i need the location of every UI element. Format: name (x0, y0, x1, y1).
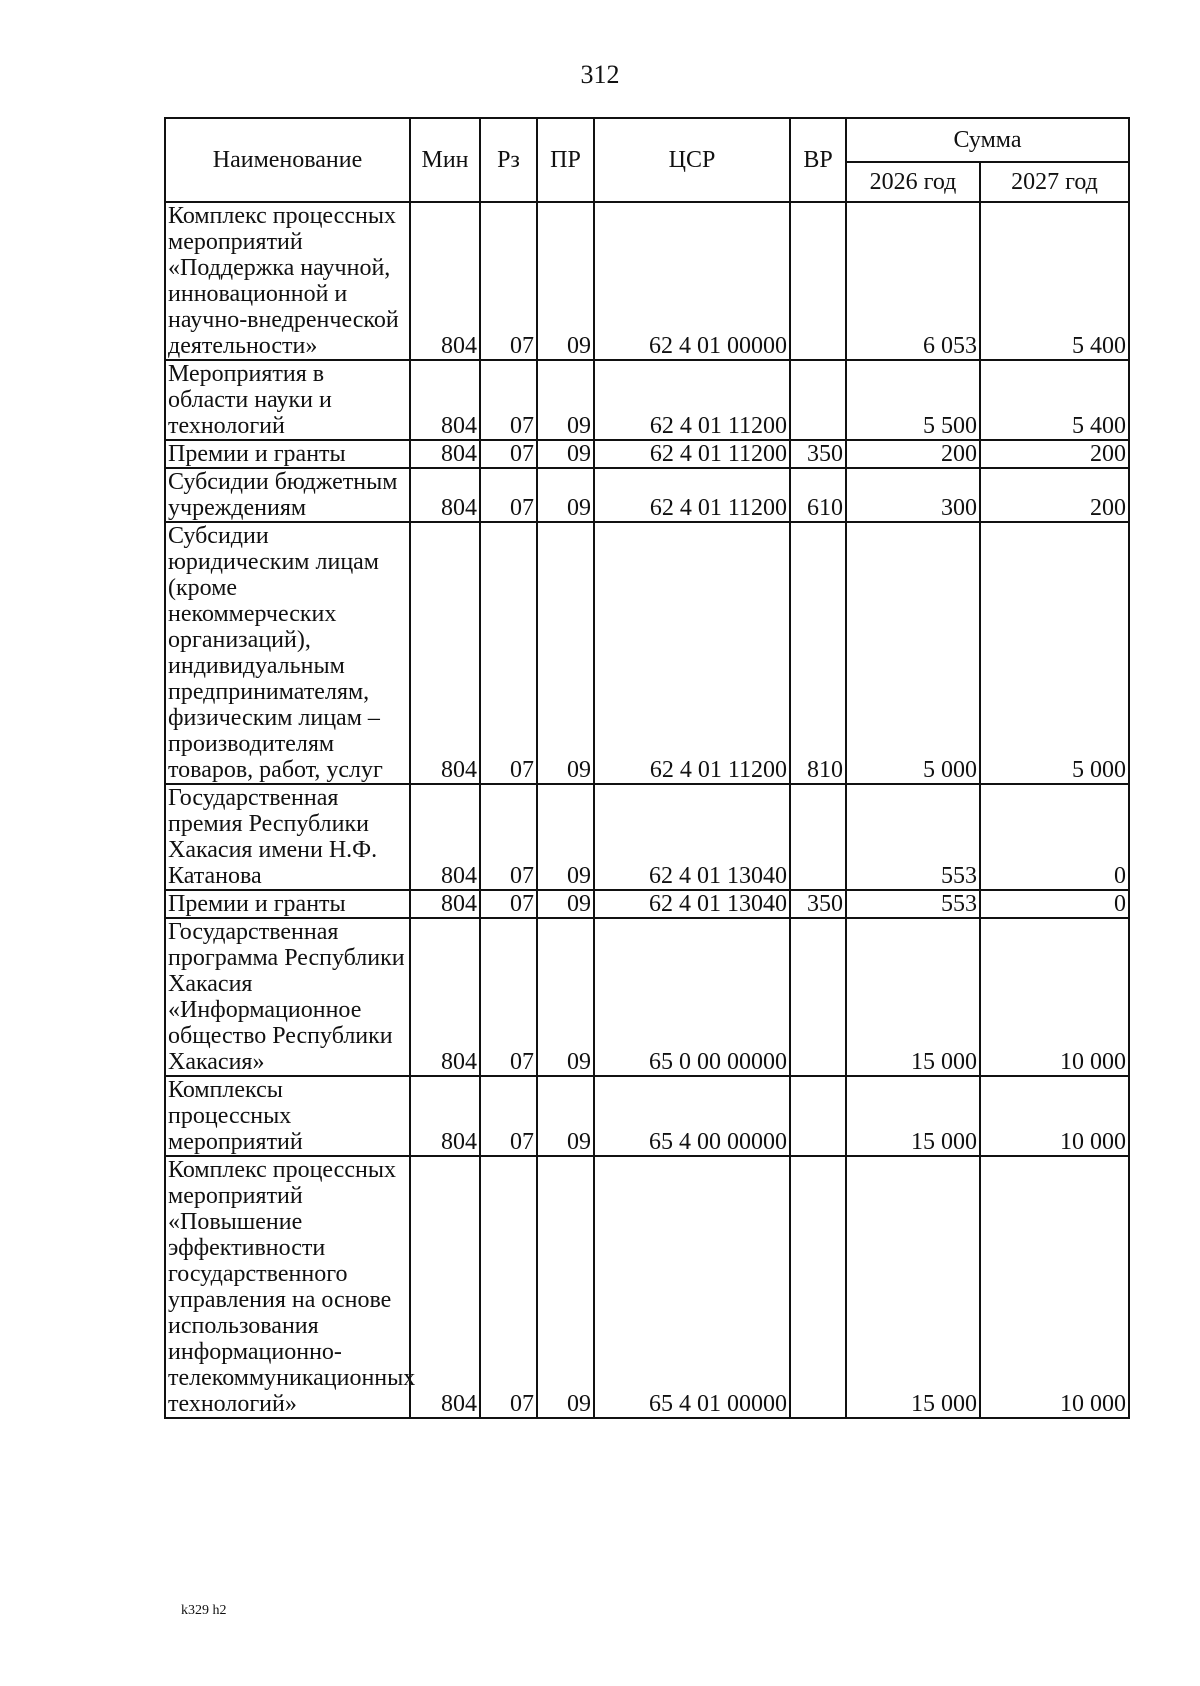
cell-vr: 350 (790, 440, 846, 468)
cell-pr: 09 (537, 1076, 594, 1156)
cell-rz: 07 (480, 522, 537, 784)
cell-name: Премии и гранты (165, 440, 410, 468)
table-row (165, 522, 1129, 784)
cell-rz: 07 (480, 918, 537, 1076)
cell-2026: 553 (846, 890, 980, 918)
cell-name: Субсидии юридическим лицам (кроме некоммерческих организаций), индивидуальным предпринимателям, физическим лицам – производителям товаров, работ, услуг (165, 522, 410, 784)
cell-2026: 200 (846, 440, 980, 468)
cell-2027: 0 (980, 890, 1129, 918)
cell-name: Комплекс процессных мероприятий «Повышение эффективности государственного управления на основе использования информационно-телекоммуникационных технологий» (165, 1156, 410, 1418)
cell-vr: 350 (790, 890, 846, 918)
header-pr: ПР (537, 118, 594, 202)
cell-rz: 07 (480, 468, 537, 522)
header-vr: ВР (790, 118, 846, 202)
table-row (165, 1076, 1129, 1156)
cell-csr: 65 4 00 00000 (594, 1076, 790, 1156)
header-rz: Рз (480, 118, 537, 202)
table-row (165, 440, 1129, 468)
cell-min: 804 (410, 440, 480, 468)
cell-min: 804 (410, 468, 480, 522)
cell-pr: 09 (537, 918, 594, 1076)
cell-2026: 15 000 (846, 1156, 980, 1418)
cell-vr (790, 918, 846, 1076)
cell-2026: 15 000 (846, 1076, 980, 1156)
cell-csr: 62 4 01 11200 (594, 468, 790, 522)
cell-min: 804 (410, 918, 480, 1076)
cell-rz: 07 (480, 440, 537, 468)
header-year-2027: 2027 год (980, 162, 1129, 202)
cell-rz: 07 (480, 202, 537, 360)
cell-2027: 200 (980, 468, 1129, 522)
cell-csr: 62 4 01 13040 (594, 890, 790, 918)
cell-csr: 65 0 00 00000 (594, 918, 790, 1076)
cell-name: Премии и гранты (165, 890, 410, 918)
cell-2027: 0 (980, 784, 1129, 890)
budget-table (164, 117, 1130, 1419)
cell-name: Мероприятия в области науки и технологий (165, 360, 410, 440)
cell-vr (790, 1156, 846, 1418)
cell-csr: 62 4 01 00000 (594, 202, 790, 360)
cell-min: 804 (410, 890, 480, 918)
cell-2027: 10 000 (980, 1156, 1129, 1418)
cell-csr: 62 4 01 11200 (594, 360, 790, 440)
cell-rz: 07 (480, 890, 537, 918)
cell-pr: 09 (537, 440, 594, 468)
cell-name: Государственная программа Республики Хакасия «Информационное общество Республики Хакасия» (165, 918, 410, 1076)
page-number: 312 (580, 60, 620, 89)
cell-min: 804 (410, 360, 480, 440)
header-min: Мин (410, 118, 480, 202)
table-row (165, 468, 1129, 522)
cell-2027: 5 400 (980, 360, 1129, 440)
cell-pr: 09 (537, 784, 594, 890)
table-row (165, 360, 1129, 440)
cell-min: 804 (410, 522, 480, 784)
header-name: Наименование (165, 118, 410, 202)
cell-vr (790, 1076, 846, 1156)
cell-rz: 07 (480, 1156, 537, 1418)
cell-min: 804 (410, 1076, 480, 1156)
cell-pr: 09 (537, 468, 594, 522)
cell-2027: 10 000 (980, 918, 1129, 1076)
cell-name: Комплекс процессных мероприятий «Поддержка научной, инновационной и научно-внедренческой деятельности» (165, 202, 410, 360)
cell-vr: 610 (790, 468, 846, 522)
cell-2026: 15 000 (846, 918, 980, 1076)
cell-vr (790, 784, 846, 890)
cell-csr: 62 4 01 11200 (594, 440, 790, 468)
header-sum: Сумма (846, 118, 1129, 162)
cell-pr: 09 (537, 890, 594, 918)
cell-pr: 09 (537, 360, 594, 440)
cell-min: 804 (410, 202, 480, 360)
cell-csr: 62 4 01 11200 (594, 522, 790, 784)
cell-name: Государственная премия Республики Хакасия имени Н.Ф. Катанова (165, 784, 410, 890)
header-csr: ЦСР (594, 118, 790, 202)
cell-csr: 62 4 01 13040 (594, 784, 790, 890)
footer-code: k329 h2 (181, 1603, 227, 1618)
cell-pr: 09 (537, 202, 594, 360)
table-row (165, 202, 1129, 360)
cell-2027: 200 (980, 440, 1129, 468)
cell-2027: 5 000 (980, 522, 1129, 784)
cell-csr: 65 4 01 00000 (594, 1156, 790, 1418)
cell-min: 804 (410, 1156, 480, 1418)
cell-2027: 10 000 (980, 1076, 1129, 1156)
cell-2026: 5 000 (846, 522, 980, 784)
cell-2027: 5 400 (980, 202, 1129, 360)
cell-rz: 07 (480, 360, 537, 440)
table-row (165, 1156, 1129, 1418)
cell-2026: 553 (846, 784, 980, 890)
cell-2026: 5 500 (846, 360, 980, 440)
cell-name: Субсидии бюджетным учреждениям (165, 468, 410, 522)
table-row (165, 890, 1129, 918)
cell-min: 804 (410, 784, 480, 890)
cell-2026: 6 053 (846, 202, 980, 360)
cell-2026: 300 (846, 468, 980, 522)
cell-pr: 09 (537, 522, 594, 784)
cell-vr (790, 360, 846, 440)
cell-rz: 07 (480, 1076, 537, 1156)
cell-vr (790, 202, 846, 360)
cell-rz: 07 (480, 784, 537, 890)
table-row (165, 784, 1129, 890)
cell-pr: 09 (537, 1156, 594, 1418)
cell-name: Комплексы процессных мероприятий (165, 1076, 410, 1156)
header-year-2026: 2026 год (846, 162, 980, 202)
cell-vr: 810 (790, 522, 846, 784)
table-row (165, 918, 1129, 1076)
